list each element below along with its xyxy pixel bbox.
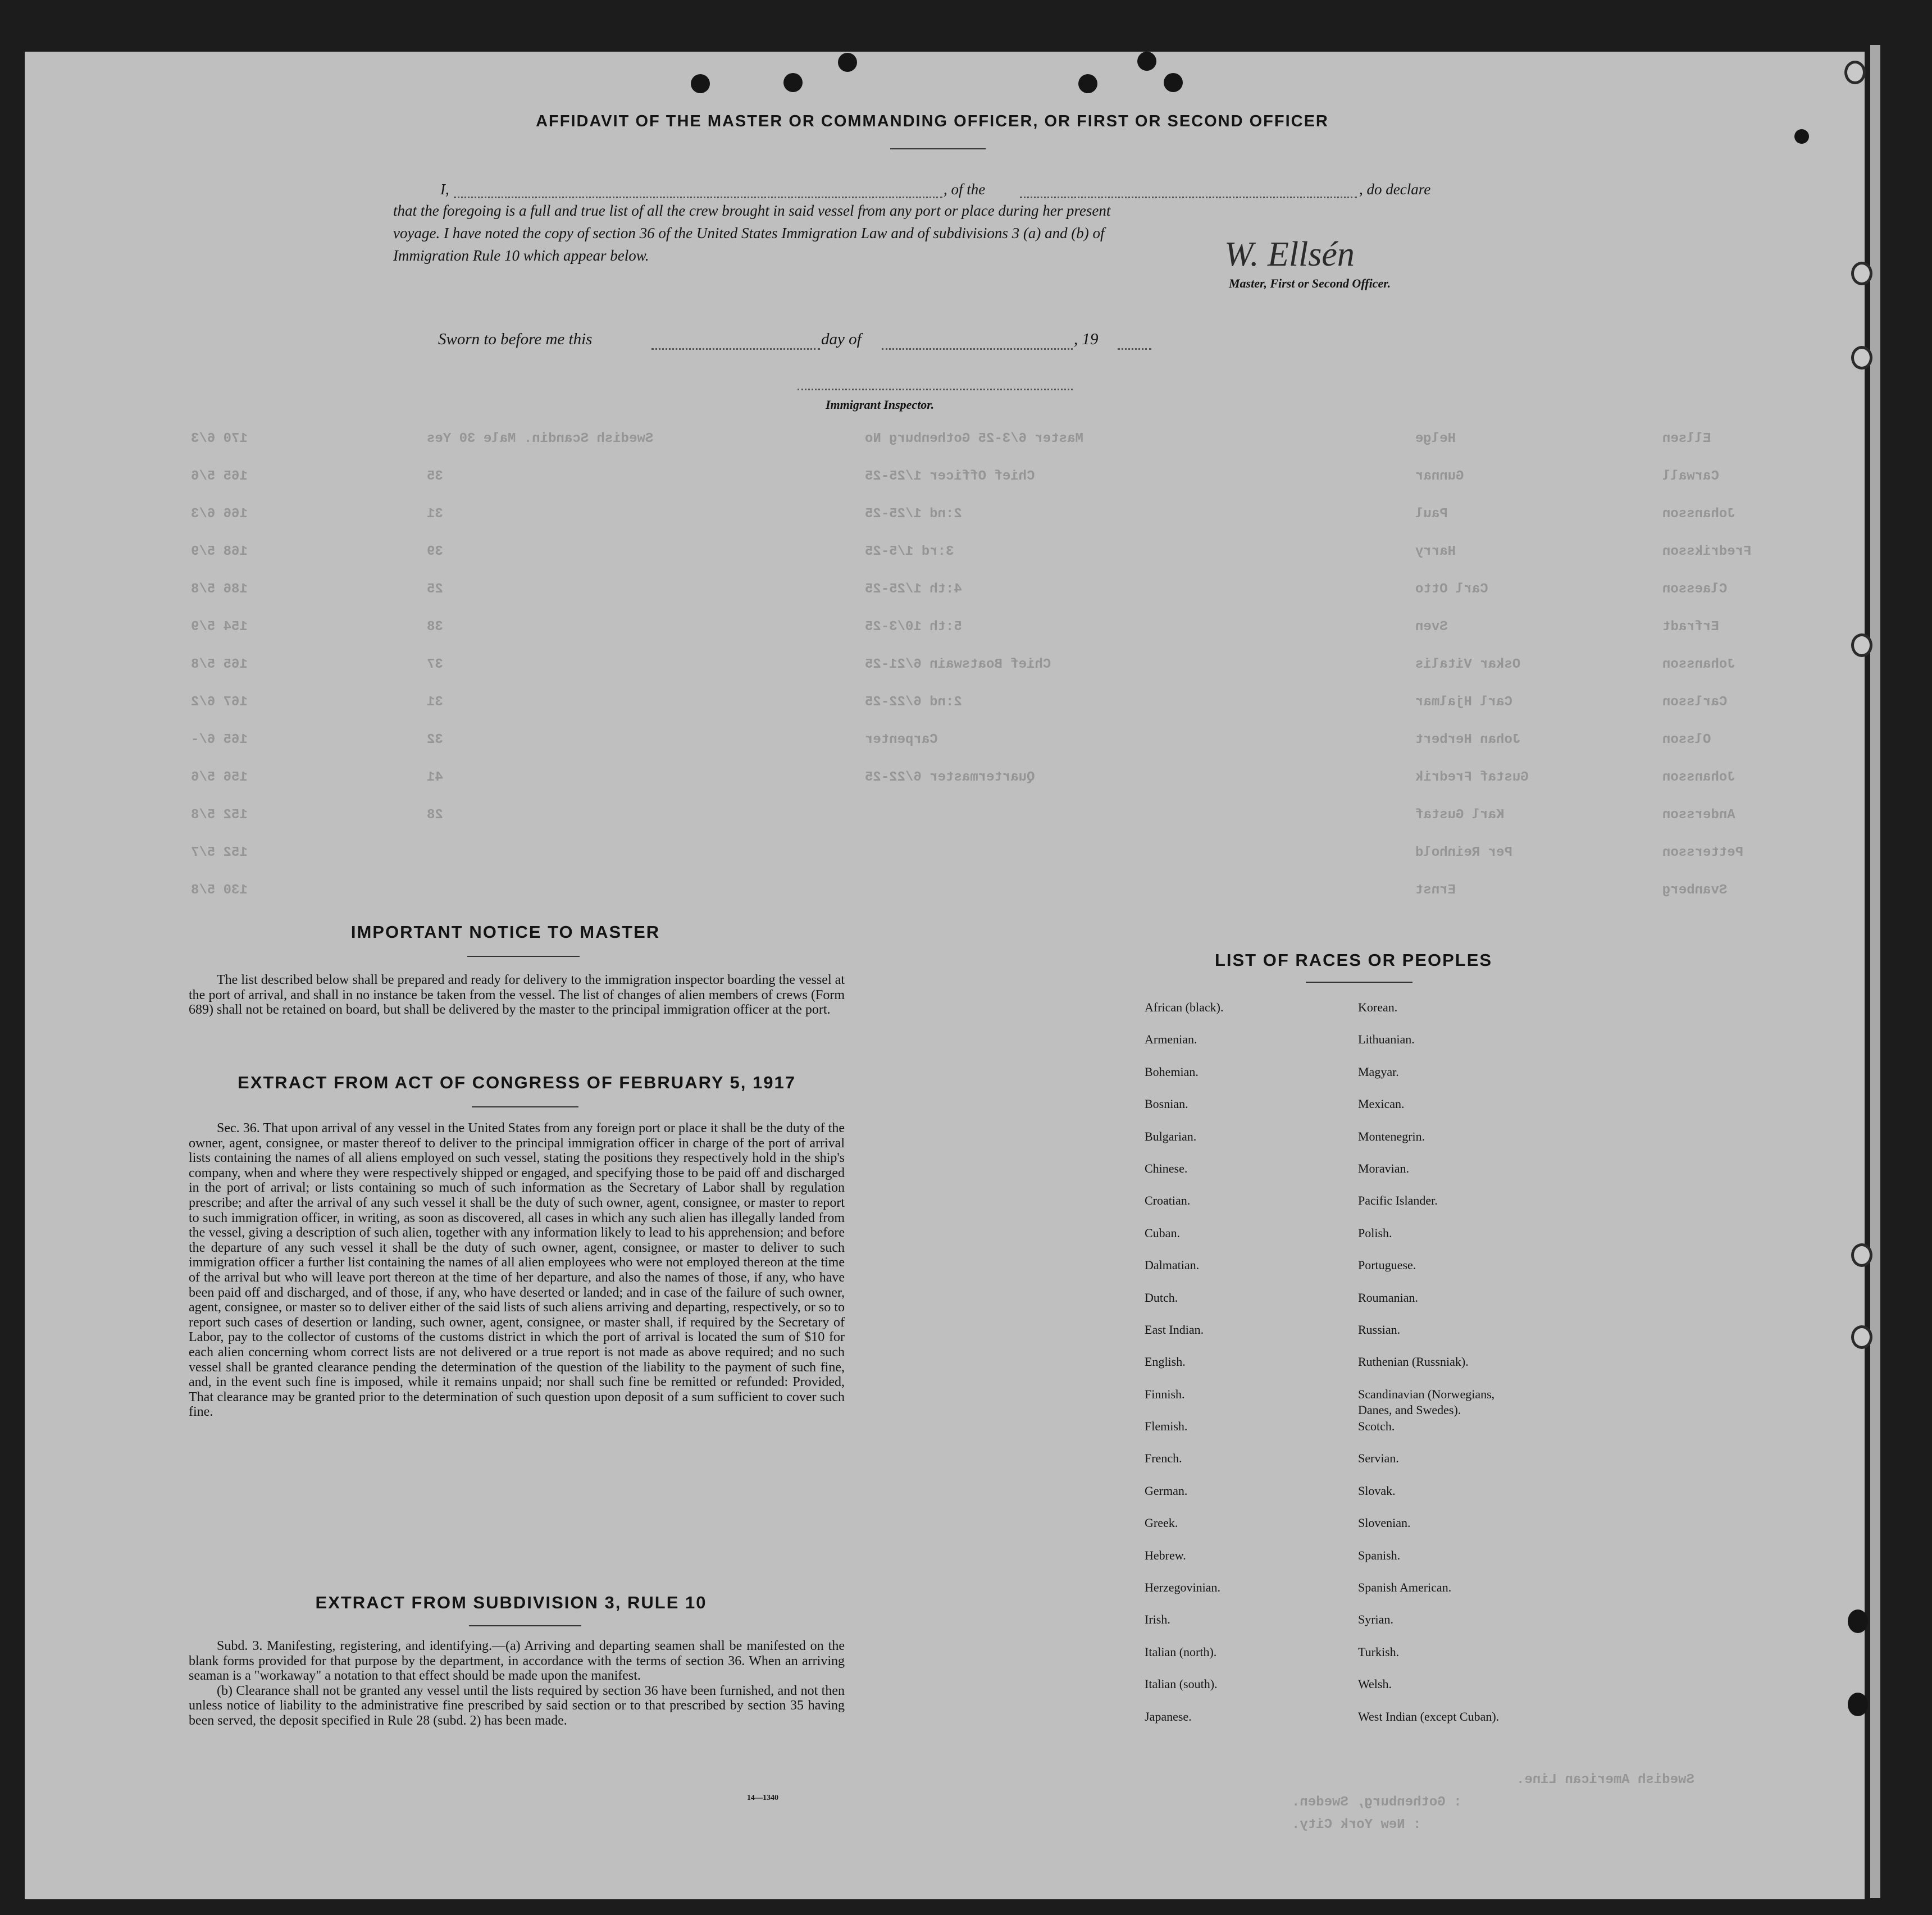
signature-caption: Master, First or Second Officer. [1229,276,1391,290]
bleed-row-name: Helge [1415,431,1456,446]
bleed-row-mid: 28 [427,808,443,823]
race-item: Spanish. [1358,1548,1401,1562]
bleed-row-rank: Carpenter [865,732,938,747]
bleed-row-name: Paul [1415,507,1448,522]
bleed-row-rank: 5:th 10/3-25 [865,619,962,635]
bleed-row-left: 152 5/8 [191,808,248,823]
bleed-row-surname: Johansson [1662,770,1735,785]
binder-hole [691,74,710,93]
race-item: Dalmatian. [1145,1258,1200,1273]
sworn-month-blank[interactable] [882,348,1073,350]
binder-hole [1078,74,1097,93]
bleed-row-surname: Carwall [1662,469,1719,484]
race-item: Italian (north). [1145,1644,1217,1659]
sworn-label: Sworn to before me this [438,330,593,348]
race-item: Magyar. [1358,1064,1399,1079]
bleed-row-surname: Olsson [1662,732,1711,747]
affidavit-of-the-label: , of the [944,181,986,198]
race-item: Lithuanian. [1358,1032,1415,1047]
bleed-row-rank: 2:nd 1/25-25 [865,507,962,522]
punch-ring [1851,1325,1872,1349]
binder-hole [838,53,857,72]
bleed-row-rank: Chief Officer 1/25-25 [865,469,1035,484]
punch-ring [1851,346,1872,370]
race-item: Portuguese. [1358,1258,1416,1273]
act-title: EXTRACT FROM ACT OF CONGRESS OF FEBRUARY 5, 1917 [238,1073,796,1092]
affidavit-do-declare-label: , do declare [1359,181,1431,198]
day-of-label: day of [821,330,862,348]
rule-title: EXTRACT FROM SUBDIVISION 3, RULE 10 [315,1593,707,1612]
race-item: Korean. [1358,1000,1398,1014]
race-item: Cuban. [1145,1225,1180,1240]
binder-hole [783,73,803,92]
races-title: LIST OF RACES OR PEOPLES [1214,950,1493,970]
bleed-row-left: 165 5/6 [191,469,248,484]
bleed-row-left: 152 5/7 [191,845,248,860]
bleed-row-mid: 31 [427,507,443,522]
notice-title: IMPORTANT NOTICE TO MASTER [350,922,660,942]
bleed-row-rank: 2:nd 6/22-25 [865,695,962,710]
bleed-row-left: 168 5/9 [191,544,248,559]
race-item: Japanese. [1145,1709,1192,1723]
year-label: , 19 [1074,330,1099,348]
bleed-row-surname: Claesson [1662,582,1728,597]
bleed-row-surname: Johansson [1662,657,1735,672]
bleed-row-name: Oskar Vitalis [1415,657,1521,672]
race-item: Russian. [1358,1322,1401,1337]
sworn-year-blank[interactable] [1118,348,1151,350]
race-item: Moravian. [1358,1161,1410,1175]
bleed-row-rank: 3:rd 1/5-25 [865,544,954,559]
bleed-row-name: Carl Otto [1415,582,1488,597]
bleed-row-mid: 35 [427,469,443,484]
races-underline [1306,982,1412,983]
bleed-row-surname: Fredriksson [1662,544,1752,559]
bleed-row-left: 156 5/6 [191,770,248,785]
master-signature: W. Ellsén [1224,235,1355,273]
declaration-line-1: that the foregoing is a full and true list of all the crew brought in said vessel from any port or place during her present [393,202,1111,219]
race-item: Polish. [1358,1225,1392,1240]
bleed-row-name: Gustaf Fredrik [1415,770,1529,785]
race-item: Syrian. [1358,1612,1393,1627]
bleed-row-name: Sven [1415,619,1448,635]
bleed-row-mid: 37 [427,657,443,672]
bleed-row-mid: 25 [427,582,443,597]
bleed-row-left: 165 5/8 [191,657,248,672]
race-item: Roumanian. [1358,1290,1418,1305]
bleed-row-left: 186 5/8 [191,582,248,597]
race-item: Flemish. [1145,1419,1188,1434]
bleed-row-name: Harry [1415,544,1456,559]
bleed-row-mid: 31 [427,695,443,710]
bleed-row-surname: Pettersson [1662,845,1744,860]
act-underline [472,1106,578,1107]
bleed-row-name: Johan Herbert [1415,732,1521,747]
act-text [189,1121,845,1420]
bleed-row-left: 165 6/- [191,732,248,747]
race-item: Scotch. [1358,1419,1395,1434]
race-item: Finnish. [1145,1387,1185,1401]
bleed-row-left: 130 5/8 [191,883,248,898]
binder-hole [1794,129,1809,144]
vessel-blank[interactable] [1020,197,1357,198]
race-item: French. [1145,1451,1182,1466]
affidavit-title: AFFIDAVIT OF THE MASTER OR COMMANDING OFFICER, OR FIRST OR SECOND OFFICER [536,112,1329,130]
races-right-column [1358,1000,1594,1741]
race-item: Ruthenian (Russniak). [1358,1355,1469,1369]
bleed-row-left: 154 5/9 [191,619,248,635]
inspector-caption: Immigrant Inspector. [826,398,935,412]
bleed-row-name: Karl Gustaf [1415,808,1505,823]
bleed-footer-1: Swedish American Line. [1516,1772,1694,1788]
race-item: Welsh. [1358,1677,1392,1691]
bleed-row-left: 167 6/2 [191,695,248,710]
notice-paragraph: The list described below shall be prepared and ready for delivery to the immigration inspector boarding the vessel at the port of arrival, and shall in no instance be taken from the vessel. The list of changes of alien members of crews (Form 689) shall not be retained on board, but shall be delivered by the master to the principal immigration officer at the port. [189,973,845,1018]
punch-ring [1851,262,1872,285]
bleed-row-surname: Ellsen [1662,431,1711,446]
race-item: African (black). [1145,1000,1224,1014]
bleed-row-mid: 32 [427,732,443,747]
rule-text [189,1639,845,1729]
bleed-row-rank: Chief Boatswain 6/21-25 [865,657,1051,672]
bleed-row-surname: Erfradt [1662,619,1719,635]
bleed-row-mid: 39 [427,544,443,559]
form-number: 14—1340 [747,1794,778,1802]
notice-text [189,973,845,1018]
rule-underline [469,1625,581,1626]
race-item: Slovak. [1358,1483,1396,1498]
binder-hole [1848,1609,1868,1633]
bleed-row-mid: 41 [427,770,443,785]
race-item: German. [1145,1483,1188,1498]
title-underline [890,148,986,149]
bleed-row-name: Per Reinhold [1415,845,1512,860]
race-item: East Indian. [1145,1322,1204,1337]
inspector-signature-line[interactable] [798,389,1073,390]
bleed-row-surname: Svanberg [1662,883,1728,898]
race-item: Hebrew. [1145,1548,1186,1562]
underlying-sheet-edge [1870,45,1880,1898]
bleed-row-mid: Swedish Scandin. Male 30 Yes [427,431,654,446]
punch-ring [1851,633,1872,657]
bleed-row-left: 170 6/3 [191,431,248,446]
bleed-row-mid: 38 [427,619,443,635]
bleed-row-surname: Johansson [1662,507,1735,522]
race-item: Greek. [1145,1516,1178,1530]
race-item: Herzegovinian. [1145,1580,1220,1595]
bleed-row-name: Gunnar [1415,469,1464,484]
name-blank[interactable] [454,197,942,198]
race-item: Slovenian. [1358,1516,1411,1530]
rule-paragraph-a: Subd. 3. Manifesting, registering, and identifying.—(a) Arriving and departing seamen shall be manifested on the blank forms provided for that purpose by the department, in accordance with the terms of section 36. When an arriving seaman is a "workaway" a notation to that effect should be made upon the manifest. [189,1639,845,1684]
race-item: Scandinavian (Norwegians, Danes, and Swedes). [1358,1387,1495,1417]
act-paragraph: Sec. 36. That upon arrival of any vessel in the United States from any foreign port or place it shall be the duty of the owner, agent, consignee, or master thereof to deliver to the principal immigration officer in charge of the port of arrival lists containing the names of all aliens employed on such vessel, stating the positions they respectively hold in the ship's company, when and where they were respectively shipped or engaged, and specifying those to be paid off and discharged in the port of arrival; or lists containing so much of such information as the Secretary of Labor shall by regulation prescribe; and after the arrival of any such vessel it shall be the duty of such owner, agent, consignee, or master to report to such immigration officer, in writing, as soon as discovered, all cases in which any such alien has illegally landed from the vessel, giving a description of such alien, together with any information likely to lead to his apprehension; and before the departure of any such vessel it shall be the duty of such owner, agent, consignee, or master to deliver to such immigration officer a further list containing the names of all alien employees who were not employed thereon at the time of the arrival but who will leave port thereon at the time of her departure, and also the names of those, if any, who have been paid off and discharged, and of those, if any, who have deserted or landed; and in case of the failure of such owner, agent, consignee, or master so to deliver either of the said lists of such aliens arriving and departing, respectively, or so to report such cases of desertion or landing, such owner, agent, consignee, or master shall, if required by the Secretary of Labor, pay to the collector of customs of the customs district in which the port of arrival is located the sum of $10 for each alien concerning whom correct lists are not delivered or a true report is not made as above required; and no such vessel shall be granted clearance pending the determination of the question of the liability to the payment of such fine, and, in the event such fine is imposed, while it remains unpaid; nor shall such fine be remitted or refunded: Provided, That clearance may be granted prior to the determination of such question upon deposit of a sum sufficient to cover such fine. [189,1121,845,1420]
punch-ring [1844,61,1866,84]
race-item: Italian (south). [1145,1677,1218,1691]
race-item: Irish. [1145,1612,1170,1627]
notice-underline [467,956,580,957]
race-item: Bosnian. [1145,1097,1188,1111]
race-item: Servian. [1358,1451,1399,1466]
race-item: Spanish American. [1358,1580,1452,1595]
bleed-row-name: Ernst [1415,883,1456,898]
race-item: Chinese. [1145,1161,1188,1175]
races-left-column [1145,1000,1358,1741]
bleed-row-surname: Carlsson [1662,695,1728,710]
race-item: Montenegrin. [1358,1129,1425,1143]
bleed-row-left: 166 6/3 [191,507,248,522]
punch-ring [1851,1243,1872,1267]
sworn-day-blank[interactable] [651,348,820,350]
race-item: Mexican. [1358,1097,1405,1111]
binder-hole [1137,52,1156,71]
race-item: English. [1145,1355,1186,1369]
race-item: Armenian. [1145,1032,1197,1047]
race-item: Dutch. [1145,1290,1178,1305]
bleed-row-rank: Master 6/3-25 Gothenburg No [865,431,1083,446]
bleed-row-name: Carl Hjalmar [1415,695,1512,710]
binder-hole [1164,73,1183,92]
race-item: Turkish. [1358,1644,1400,1659]
race-item: Croatian. [1145,1193,1191,1208]
bleed-row-surname: Andersson [1662,808,1735,823]
race-item: West Indian (except Cuban). [1358,1709,1500,1723]
bleed-row-rank: Quartermaster 6/22-25 [865,770,1035,785]
binder-hole [1848,1693,1868,1716]
race-item: Bohemian. [1145,1064,1199,1079]
affidavit-i-label: I, [440,181,449,198]
rule-paragraph-b: (b) Clearance shall not be granted any vessel until the lists required by section 36 have been furnished, and not then unless notice of liability to the administrative fine prescribed by said section or to that prescribed by section 35 having been served, the deposit specified in Rule 28 (subd. 2) has been made. [189,1683,845,1728]
race-item: Bulgarian. [1145,1129,1197,1143]
bleed-footer-2: : Gothenburg, Sweden. [1292,1795,1462,1810]
race-item: Pacific Islander. [1358,1193,1438,1208]
bleed-row-rank: 4:th 1/25-25 [865,582,962,597]
declaration-line-3: Immigration Rule 10 which appear below. [393,247,649,264]
declaration-line-2: voyage. I have noted the copy of section 36 of the United States Immigration Law and of subdivisions 3 (a) and (b) of [393,225,1105,241]
bleed-footer-3: : New York City. [1292,1817,1421,1832]
